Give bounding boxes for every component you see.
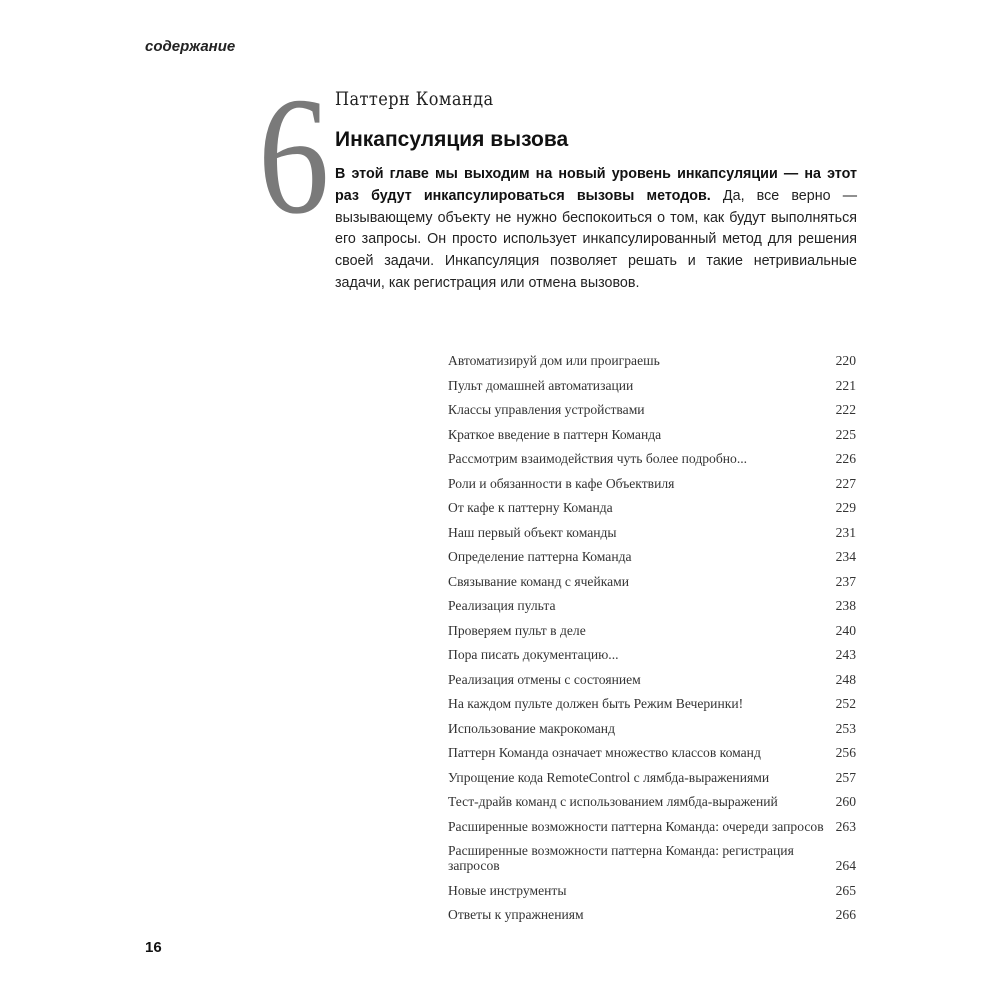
- toc-entry-page: 248: [835, 671, 856, 687]
- toc-entry-page: 225: [835, 426, 856, 442]
- toc-entry[interactable]: [448, 598, 856, 613]
- toc-entry-title: Определение паттерна Команда: [448, 549, 632, 564]
- toc-entry-page: 263: [835, 818, 856, 834]
- toc-entry-title: Краткое введение в паттерн Команда: [448, 426, 662, 442]
- toc-entry[interactable]: [448, 770, 856, 785]
- toc-entry-page: 252: [835, 696, 856, 711]
- page-number: 16: [145, 939, 162, 956]
- toc-entry-title: Наш первый объект команды: [448, 524, 617, 540]
- toc-entry-title: Реализация отмены с состоянием: [448, 671, 641, 687]
- chapter-intro: [335, 164, 857, 295]
- toc-entry-title: Ответы к упражнениям: [448, 907, 584, 922]
- toc-entry-page: 222: [835, 402, 856, 417]
- toc-entry[interactable]: [448, 623, 856, 638]
- toc-entry[interactable]: [448, 672, 856, 687]
- toc-entry-page: 229: [835, 500, 856, 515]
- toc-entry-title: Упрощение кода RemoteControl с лямбда-выражениями: [448, 769, 770, 785]
- toc-entry[interactable]: [448, 353, 856, 368]
- toc-entry[interactable]: [448, 427, 856, 442]
- toc-entry[interactable]: [448, 721, 856, 736]
- toc-entry-page: 253: [835, 720, 856, 736]
- chapter-script-title: Паттерн Команда: [335, 88, 494, 110]
- toc-entry-title: Реализация пульта: [448, 598, 556, 613]
- toc-entry[interactable]: [448, 476, 856, 491]
- toc-entry-page: 243: [835, 647, 856, 662]
- toc-entry-page: 265: [835, 882, 856, 898]
- toc-entry-title: Классы управления устройствами: [448, 402, 645, 417]
- toc-entry-page: 231: [835, 524, 856, 540]
- toc-entry-page: 240: [835, 622, 856, 638]
- toc-entry[interactable]: [448, 451, 856, 466]
- toc-entry-title: Связывание команд с ячейками: [448, 573, 630, 589]
- toc-entry-page: 221: [835, 377, 856, 393]
- toc-entry[interactable]: [448, 525, 856, 540]
- toc-entry[interactable]: [448, 696, 856, 711]
- toc-entry-title: Проверяем пульт в деле: [448, 622, 586, 638]
- table-of-contents: [448, 353, 856, 932]
- toc-entry-title: От кафе к паттерну Команда: [448, 500, 613, 515]
- toc-entry-page: 237: [835, 573, 856, 589]
- toc-entry-page: 266: [835, 907, 856, 922]
- toc-entry-page: 264: [835, 858, 856, 873]
- toc-entry[interactable]: [448, 549, 856, 564]
- running-head: содержание: [145, 38, 236, 55]
- toc-entry-page: 260: [835, 794, 856, 809]
- toc-entry-title: Расширенные возможности паттерна Команда: очереди запросов: [448, 818, 824, 834]
- chapter-number: 6: [258, 63, 330, 249]
- toc-entry-title: Новые инструменты: [448, 882, 567, 898]
- toc-entry[interactable]: [448, 794, 856, 809]
- toc-entry[interactable]: [448, 819, 856, 834]
- toc-entry-title: Паттерн Команда означает множество классов команд: [448, 745, 761, 760]
- intro-bold: В этой главе мы выходим на новый уровень инкапсуляции — на этот раз будут инкапсулироваться вызовы методов.: [335, 166, 857, 204]
- toc-entry-title: Автоматизируй дом или проиграешь: [448, 353, 660, 368]
- toc-entry[interactable]: [448, 574, 856, 589]
- toc-entry-title: Тест-драйв команд с использованием лямбда-выражений: [448, 794, 778, 809]
- toc-entry-title: Пульт домашней автоматизации: [448, 377, 634, 393]
- toc-entry-title: Пора писать документацию...: [448, 647, 619, 662]
- toc-entry[interactable]: [448, 907, 856, 922]
- toc-entry-title: Роли и обязанности в кафе Объектвиля: [448, 475, 675, 491]
- toc-entry-page: 256: [835, 745, 856, 760]
- toc-entry-title: Расширенные возможности паттерна Команда: регистрация запросов: [448, 843, 794, 873]
- toc-entry-page: 257: [835, 769, 856, 785]
- toc-entry[interactable]: [448, 500, 856, 515]
- toc-entry[interactable]: [448, 745, 856, 760]
- toc-entry[interactable]: [448, 378, 856, 393]
- toc-entry[interactable]: [448, 883, 856, 898]
- toc-entry-title: Рассмотрим взаимодействия чуть более подробно...: [448, 451, 748, 466]
- chapter-title: Инкапсуляция вызова: [335, 128, 569, 151]
- toc-entry-page: 220: [835, 353, 856, 368]
- toc-entry-page: 238: [835, 598, 856, 613]
- toc-entry[interactable]: [448, 647, 856, 662]
- toc-entry-title: На каждом пульте должен быть Режим Вечеринки!: [448, 696, 744, 711]
- intro-text: Да, все верно — вызывающему объекту не нужно беспокоиться о том, как будут выполняться его запросы. Он просто использует инкапсулированный метод для решения своей задачи. Инкапсуляция позволяет решать и такие нетривиальные задачи, как регистрация или отмена вызовов.: [335, 187, 857, 291]
- toc-entry-page: 234: [835, 549, 856, 564]
- toc-entry-title: Использование макрокоманд: [448, 720, 615, 736]
- toc-entry-page: 227: [835, 475, 856, 491]
- toc-entry[interactable]: [448, 843, 856, 873]
- toc-entry[interactable]: [448, 402, 856, 417]
- toc-entry-page: 226: [835, 451, 856, 466]
